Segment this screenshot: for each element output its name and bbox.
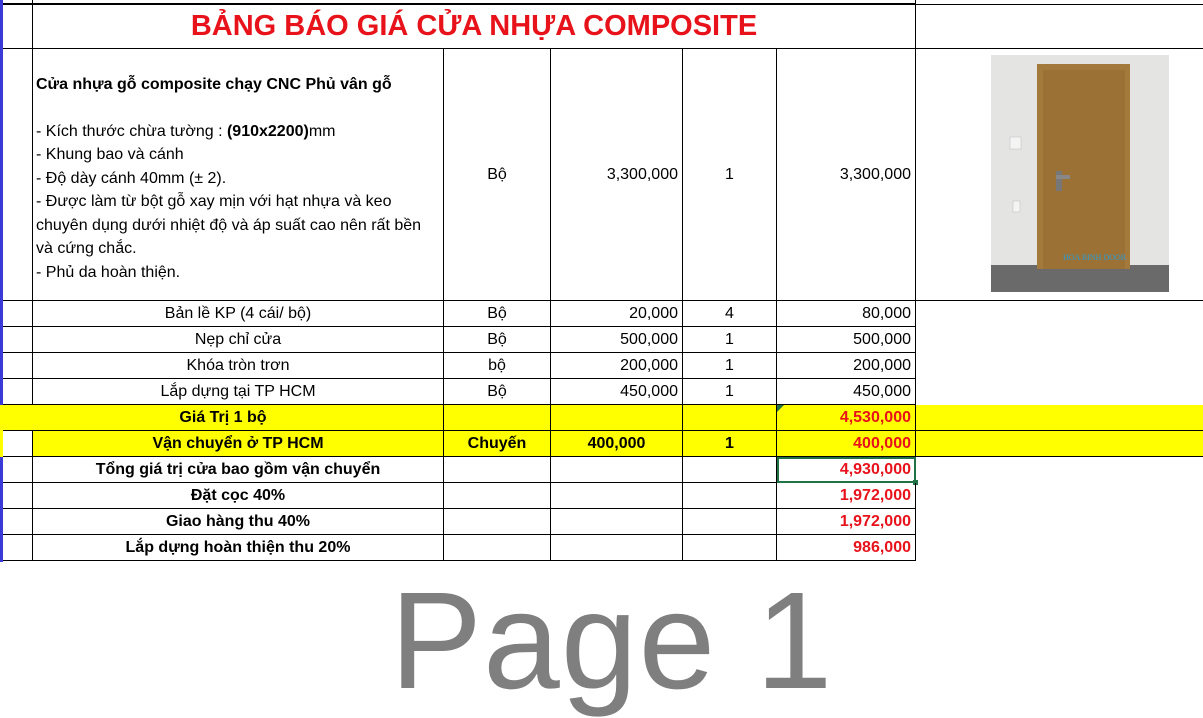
product-unit[interactable]: Bộ [444, 49, 551, 301]
summary-row [0, 483, 1203, 509]
summary-label[interactable]: Tổng giá trị cửa bao gồm vận chuyển [33, 457, 444, 483]
item-name[interactable]: Nẹp chỉ cửa [33, 327, 444, 353]
summary-total[interactable]: 1,972,000 [777, 483, 916, 509]
item-qty[interactable]: 1 [683, 379, 777, 405]
cell[interactable] [3, 535, 33, 561]
cell[interactable] [444, 405, 551, 431]
summary-label[interactable]: Giao hàng thu 40% [33, 509, 444, 535]
item-qty[interactable]: 1 [683, 353, 777, 379]
cell[interactable] [3, 4, 33, 49]
cell[interactable] [3, 379, 33, 405]
cell[interactable] [444, 457, 551, 483]
cell[interactable] [551, 509, 683, 535]
summary-row [0, 535, 1203, 561]
page-title[interactable]: BẢNG BÁO GIÁ CỬA NHỰA COMPOSITE [33, 4, 916, 49]
item-name[interactable]: Bản lề KP (4 cái/ bộ) [33, 301, 444, 327]
summary-amount: 4,930,000 [839, 460, 911, 478]
cell[interactable] [3, 431, 33, 457]
cell[interactable] [3, 509, 33, 535]
spec-line: - Phủ da hoàn thiện. [36, 263, 181, 281]
cell[interactable] [551, 483, 683, 509]
item-total[interactable]: 450,000 [777, 379, 916, 405]
set-value-total[interactable] [777, 405, 916, 431]
shipping-unit[interactable]: Chuyến [444, 431, 551, 457]
shipping-row [0, 431, 1203, 457]
item-name[interactable]: Khóa tròn trơn [33, 353, 444, 379]
cell[interactable] [916, 4, 1203, 49]
cell[interactable] [3, 483, 33, 509]
summary-total-selected-cell[interactable] [777, 457, 916, 483]
cell[interactable] [551, 457, 683, 483]
item-unit[interactable]: bộ [444, 353, 551, 379]
cell[interactable] [683, 483, 777, 509]
item-name[interactable]: Lắp dựng tại TP HCM [33, 379, 444, 405]
item-price[interactable]: 450,000 [551, 379, 683, 405]
table-row [0, 301, 1203, 327]
item-unit[interactable]: Bộ [444, 327, 551, 353]
table-row [0, 327, 1203, 353]
item-qty[interactable]: 1 [683, 327, 777, 353]
summary-label[interactable]: Đặt cọc 40% [33, 483, 444, 509]
shipping-total[interactable]: 400,000 [777, 431, 916, 457]
item-unit[interactable]: Bộ [444, 301, 551, 327]
cell[interactable] [3, 49, 33, 301]
set-value-label[interactable]: Giá Trị 1 bộ [3, 405, 444, 431]
item-total[interactable]: 80,000 [777, 301, 916, 327]
summary-total[interactable]: 986,000 [777, 535, 916, 561]
item-total[interactable]: 500,000 [777, 327, 916, 353]
cell[interactable] [444, 509, 551, 535]
size-unit: mm [308, 122, 336, 140]
summary-total[interactable]: 1,972,000 [777, 509, 916, 535]
item-price[interactable]: 500,000 [551, 327, 683, 353]
product-size [36, 120, 440, 144]
cell[interactable] [916, 405, 1203, 431]
shipping-price[interactable]: 400,000 [551, 431, 683, 457]
cell[interactable] [683, 535, 777, 561]
item-price[interactable]: 200,000 [551, 353, 683, 379]
product-price[interactable]: 3,300,000 [551, 49, 683, 301]
spec-line: - Độ dày cánh 40mm (± 2). [36, 169, 227, 187]
cell[interactable] [683, 457, 777, 483]
cell[interactable] [916, 431, 1203, 457]
shipping-label[interactable]: Vận chuyển ở TP HCM [33, 431, 444, 457]
product-name: Cửa nhựa gỗ composite chạy CNC Phủ vân gỗ [36, 76, 392, 93]
item-unit[interactable]: Bộ [444, 379, 551, 405]
set-value-row [0, 405, 1203, 431]
size-value: (910x2200) [226, 122, 309, 140]
spec-line: - Được làm từ bột gỗ xay mịn với hạt nhựa và keo chuyên dụng dưới nhiệt độ và áp suất cao nên rất bền và cứng chắc. [36, 193, 422, 257]
door-logo: HOA BINH DOOR [1063, 253, 1127, 262]
product-qty[interactable]: 1 [683, 49, 777, 301]
page-watermark: Page 1 [390, 564, 834, 718]
cell[interactable] [683, 509, 777, 535]
cell[interactable] [444, 535, 551, 561]
cell[interactable] [3, 327, 33, 353]
summary-row [0, 457, 1203, 483]
product-description[interactable] [33, 49, 444, 301]
cell[interactable] [551, 535, 683, 561]
door-product-image[interactable] [991, 55, 1169, 292]
cell[interactable] [551, 405, 683, 431]
table-row [0, 353, 1203, 379]
cell[interactable] [3, 301, 33, 327]
summary-row [0, 509, 1203, 535]
shipping-qty[interactable]: 1 [683, 431, 777, 457]
spec-line: - Khung bao và cánh [36, 146, 184, 163]
product-total[interactable]: 3,300,000 [777, 49, 916, 301]
item-price[interactable]: 20,000 [551, 301, 683, 327]
item-qty[interactable]: 4 [683, 301, 777, 327]
summary-label[interactable]: Lắp dựng hoàn thiện thu 20% [33, 535, 444, 561]
formula-indicator [777, 405, 784, 412]
cell[interactable] [683, 405, 777, 431]
cell[interactable] [444, 483, 551, 509]
cell[interactable] [3, 457, 33, 483]
table-row [0, 379, 1203, 405]
size-label: - Kích thước chừa tường : [36, 122, 227, 140]
item-total[interactable]: 200,000 [777, 353, 916, 379]
set-value-amount: 4,530,000 [839, 408, 911, 426]
cell[interactable] [3, 353, 33, 379]
